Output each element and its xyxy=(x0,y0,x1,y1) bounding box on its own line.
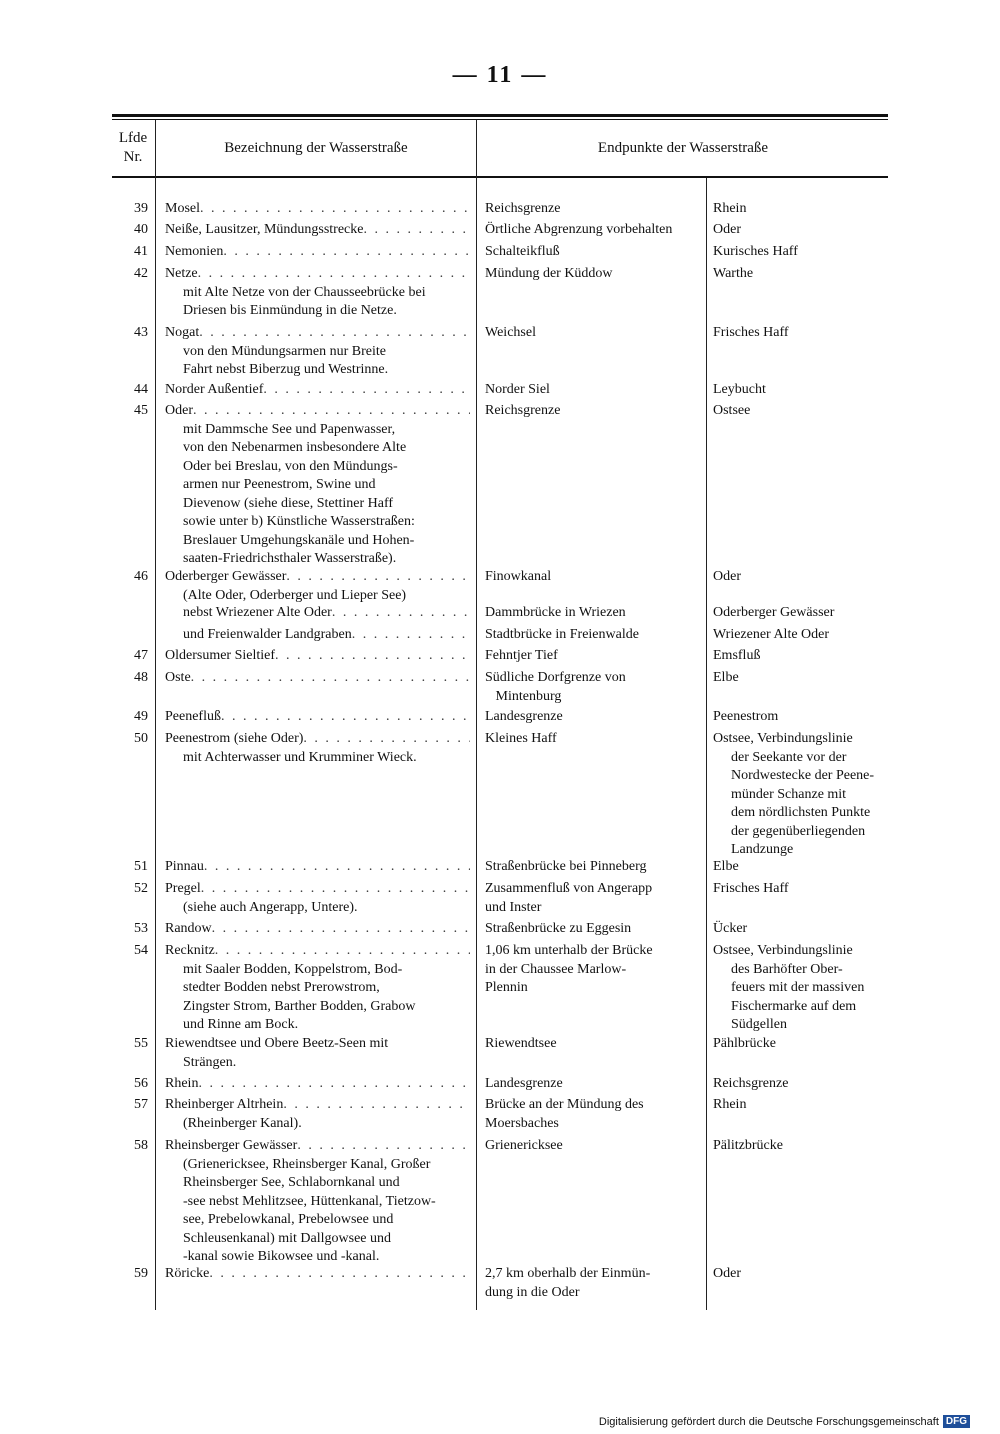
waterway-name xyxy=(165,200,470,219)
end-point xyxy=(713,880,891,899)
leader-dots xyxy=(221,708,470,727)
waterway-name-line: Netze xyxy=(165,266,198,281)
start-point-line: Dammbrücke in Wriezen xyxy=(485,605,626,620)
leader-dots xyxy=(200,200,470,219)
start-point-line: Örtliche Abgrenzung vorbehalten xyxy=(485,222,673,237)
end-point-line: Ostsee, Verbindungslinie xyxy=(713,731,853,746)
waterway-name xyxy=(165,1265,470,1284)
end-point xyxy=(713,1096,891,1115)
row-number: 42 xyxy=(134,266,148,281)
start-point-line: Reichsgrenze xyxy=(485,201,561,216)
waterway-name xyxy=(165,880,470,917)
waterway-name xyxy=(165,604,470,623)
waterway-name-line: Oder xyxy=(165,403,193,418)
row-number: 56 xyxy=(134,1076,148,1091)
end-point xyxy=(713,402,891,421)
leader-dots xyxy=(275,647,470,666)
end-point-line: Pälitzbrücke xyxy=(713,1138,783,1153)
end-point-line: Ostsee xyxy=(713,403,751,418)
waterway-name-line: und Rinne am Bock. xyxy=(183,1017,299,1032)
start-point xyxy=(485,1035,703,1054)
start-point xyxy=(485,200,703,219)
start-point-line: Riewendtsee xyxy=(485,1036,557,1051)
end-point-line: Peenestrom xyxy=(713,709,779,724)
waterway-name xyxy=(165,730,470,767)
dfg-logo: DFG xyxy=(943,1415,970,1428)
end-point-line: feuers mit der massiven xyxy=(731,980,865,995)
end-point-line: Emsfluß xyxy=(713,648,761,663)
start-point-line: und Inster xyxy=(485,899,542,915)
waterway-name xyxy=(165,568,470,605)
end-point-line: Leybucht xyxy=(713,382,766,397)
waterway-name xyxy=(165,1075,470,1094)
end-point xyxy=(713,1137,891,1156)
row-number: 52 xyxy=(134,881,148,896)
end-point xyxy=(713,221,891,240)
end-point-line: Pählbrücke xyxy=(713,1036,776,1051)
waterway-name-line: stedter Bodden nebst Prerowstrom, xyxy=(183,980,380,995)
row-number: 48 xyxy=(134,670,148,685)
waterway-name xyxy=(165,265,470,321)
start-point xyxy=(485,324,703,343)
start-point xyxy=(485,265,703,284)
row-number: 50 xyxy=(134,731,148,746)
row-number: 44 xyxy=(134,382,148,397)
start-point xyxy=(485,626,703,645)
end-point xyxy=(713,730,891,860)
waterway-name-line: Norder Außentief xyxy=(165,382,264,397)
start-point-line: in der Chaussee Marlow- xyxy=(485,961,627,977)
start-point xyxy=(485,1265,703,1302)
page-number: — 11 — xyxy=(452,62,548,88)
waterway-name-line: Rheinsberger Gewässer xyxy=(165,1138,298,1153)
end-point xyxy=(713,647,891,666)
end-point-line: Rhein xyxy=(713,201,747,216)
row-number: 40 xyxy=(134,222,148,237)
start-point xyxy=(485,942,703,998)
waterway-name xyxy=(165,708,470,727)
waterway-name-line: sowie unter b) Künstliche Wasserstraßen: xyxy=(183,514,415,529)
end-point-line: Nordwestecke der Peene- xyxy=(731,768,875,783)
end-point xyxy=(713,265,891,284)
waterway-name xyxy=(165,1096,470,1133)
waterway-name-line: mit Saaler Bodden, Koppelstrom, Bod- xyxy=(183,961,403,977)
end-point xyxy=(713,669,891,688)
column-divider xyxy=(476,120,477,1310)
waterway-name-line: Peenestrom (siehe Oder) xyxy=(165,731,304,746)
waterway-name-line: Riewendtsee und Obere Beetz-Seen mit xyxy=(165,1036,389,1051)
start-point xyxy=(485,730,703,749)
end-point-line: Warthe xyxy=(713,266,754,281)
start-point xyxy=(485,381,703,400)
waterway-name-line: Randow xyxy=(165,921,212,936)
row-number: 53 xyxy=(134,921,148,936)
waterway-name-line: Röricke xyxy=(165,1266,210,1281)
waterway-name-line: mit Alte Netze von der Chausseebrücke bei xyxy=(183,284,426,300)
waterway-name-line: (Alte Oder, Oderberger und Lieper See) xyxy=(183,587,407,603)
start-point-line: Moersbaches xyxy=(485,1115,559,1131)
leader-dots xyxy=(286,568,470,587)
leader-dots xyxy=(283,1096,470,1115)
end-point xyxy=(713,920,891,939)
waterway-name-line: Rhein xyxy=(165,1076,199,1091)
waterway-name-line: Fahrt nebst Biberzug und Westrinne. xyxy=(183,362,389,377)
waterway-name-line: Nogat xyxy=(165,325,200,340)
row-number: 46 xyxy=(134,569,148,584)
header-rule xyxy=(112,176,888,178)
waterway-name xyxy=(165,626,470,645)
row-number: 41 xyxy=(134,244,148,259)
start-point-line: Straßenbrücke zu Eggesin xyxy=(485,921,632,936)
row-number: 49 xyxy=(134,709,148,724)
top-rule xyxy=(112,114,888,117)
start-point xyxy=(485,568,703,587)
leader-dots xyxy=(297,1137,470,1156)
waterway-name-line: Recknitz xyxy=(165,943,215,958)
waterway-name-line: mit Dammsche See und Papenwasser, xyxy=(183,421,396,437)
leader-dots xyxy=(209,1265,470,1284)
start-point xyxy=(485,1096,703,1133)
waterway-name-line: mit Achterwasser und Krumminer Wieck. xyxy=(183,749,417,765)
end-point xyxy=(713,708,891,727)
end-point-line: Landzunge xyxy=(731,842,794,857)
waterway-name xyxy=(165,942,470,1035)
column-divider xyxy=(155,120,156,1310)
end-point-line: Ostsee, Verbindungslinie xyxy=(713,943,853,958)
waterway-name-line: -see nebst Mehlitzsee, Hüttenkanal, Tietzow- xyxy=(183,1193,436,1209)
start-point xyxy=(485,880,703,917)
end-point-line: der gegenüberliegenden xyxy=(731,823,866,839)
waterway-name-line: (Grienericksee, Rheinsberger Kanal, Großer xyxy=(183,1156,431,1172)
waterway-name-line: Schleusenkanal) mit Dallgowsee und xyxy=(183,1230,392,1246)
waterway-name-line: armen nur Peenestrom, Swine und xyxy=(183,477,376,492)
waterway-name xyxy=(165,381,470,400)
leader-dots xyxy=(263,381,470,400)
start-point-line: 1,06 km unterhalb der Brücke xyxy=(485,943,653,958)
start-point xyxy=(485,1075,703,1094)
end-point-line: des Barhöfter Ober- xyxy=(731,961,843,977)
leader-dots xyxy=(212,920,470,939)
footer-text: Digitalisierung gefördert durch die Deutsche Forschungsgemeinschaft xyxy=(598,1415,939,1428)
waterway-name-line: Oder bei Breslau, von den Mündungs- xyxy=(183,458,398,474)
end-point-line: Frisches Haff xyxy=(713,881,789,896)
waterway-name-line: Mosel xyxy=(165,201,200,216)
end-point-line: Kurisches Haff xyxy=(713,244,798,259)
end-point xyxy=(713,568,891,587)
waterway-name xyxy=(165,858,470,877)
row-number: 43 xyxy=(134,325,148,340)
end-point-line: Elbe xyxy=(713,670,739,685)
waterway-name-line: Oderberger Gewässer xyxy=(165,569,287,584)
row-number: 39 xyxy=(134,201,148,216)
start-point xyxy=(485,647,703,666)
waterway-name-line: nebst Wriezener Alte Oder xyxy=(183,605,332,620)
waterway-name-line: Pregel xyxy=(165,881,201,896)
header-name: Bezeichnung der Wasserstraße xyxy=(224,139,408,156)
start-point-line: Zusammenfluß von Angerapp xyxy=(485,881,653,896)
end-point-line: Ücker xyxy=(713,921,748,936)
end-point-line: münder Schanze mit xyxy=(731,786,847,802)
start-point-line: Landesgrenze xyxy=(485,1076,563,1091)
start-point xyxy=(485,221,703,240)
waterway-name-line: Driesen bis Einmündung in die Netze. xyxy=(183,303,397,318)
waterway-name xyxy=(165,920,470,939)
start-point-line: Norder Siel xyxy=(485,382,550,397)
waterway-name-line: (Rheinberger Kanal). xyxy=(183,1115,302,1131)
start-point-line: Südliche Dorfgrenze von xyxy=(485,670,626,685)
row-number: 59 xyxy=(134,1266,148,1281)
leader-dots xyxy=(332,604,470,623)
end-point-line: Wriezener Alte Oder xyxy=(713,627,830,642)
end-point xyxy=(713,604,891,623)
start-point xyxy=(485,243,703,262)
footer xyxy=(599,1415,970,1428)
waterway-name-line: Peenefluß xyxy=(165,709,221,724)
row-number: 47 xyxy=(134,648,148,663)
waterway-name xyxy=(165,402,470,569)
start-point-line: 2,7 km oberhalb der Einmün- xyxy=(485,1266,651,1281)
start-point-line: Schalteikfluß xyxy=(485,244,560,259)
start-point xyxy=(485,708,703,727)
start-point xyxy=(485,402,703,421)
waterway-name-line: Rheinberger Altrhein xyxy=(165,1097,284,1112)
waterway-name xyxy=(165,1035,470,1072)
end-point xyxy=(713,1075,891,1094)
leader-dots xyxy=(204,858,470,877)
waterway-name-line: Strängen. xyxy=(183,1054,237,1070)
leader-dots xyxy=(303,730,470,749)
start-point-line: Plennin xyxy=(485,980,528,995)
start-point xyxy=(485,1137,703,1156)
end-point xyxy=(713,324,891,343)
start-point-line: Fehntjer Tief xyxy=(485,648,558,663)
start-point-line: Stadtbrücke in Freienwalde xyxy=(485,627,639,642)
leader-dots xyxy=(223,243,470,262)
end-point xyxy=(713,858,891,877)
leader-dots xyxy=(191,669,470,688)
waterway-name-line: Oldersumer Sieltief xyxy=(165,648,276,663)
waterway-name-line: Oste xyxy=(165,670,191,685)
row-number: 54 xyxy=(134,943,148,958)
start-point-line: Mintenburg xyxy=(485,688,562,704)
waterway-name-line: Zingster Strom, Barther Bodden, Grabow xyxy=(183,998,416,1014)
header-number: Lfde Nr. xyxy=(118,130,148,165)
end-point xyxy=(713,626,891,645)
start-point-line: Brücke an der Mündung des xyxy=(485,1097,644,1112)
waterway-name-line: (siehe auch Angerapp, Untere). xyxy=(183,899,358,915)
waterway-name-line: Nemonien xyxy=(165,244,224,259)
start-point-line: Landesgrenze xyxy=(485,709,563,724)
waterway-name xyxy=(165,647,470,666)
end-point-line: Oder xyxy=(713,1266,741,1281)
end-point xyxy=(713,381,891,400)
start-point-line: Mündung der Küddow xyxy=(485,266,613,281)
waterway-name-line: -kanal sowie Bikowsee und -kanal. xyxy=(183,1249,380,1264)
leader-dots xyxy=(215,942,470,961)
start-point-line: Reichsgrenze xyxy=(485,403,561,418)
start-point-line: Grienericksee xyxy=(485,1138,563,1153)
waterway-name-line: Pinnau xyxy=(165,859,204,874)
end-point-line: Oderberger Gewässer xyxy=(713,605,835,620)
waterway-name-line: von den Nebenarmen insbesondere Alte xyxy=(183,440,407,455)
start-point xyxy=(485,604,703,623)
start-point xyxy=(485,669,703,706)
leader-dots xyxy=(201,880,470,899)
start-point-line: Weichsel xyxy=(485,325,536,340)
waterway-name-line: Breslauer Umgehungskanäle und Hohen- xyxy=(183,532,415,548)
end-point-line: Oder xyxy=(713,222,741,237)
end-point-line: Südgellen xyxy=(731,1017,787,1032)
column-divider xyxy=(706,178,707,1310)
end-point-line: Fischermarke auf dem xyxy=(731,998,857,1014)
waterway-name-line: saaten-Friedrichsthaler Wasserstraße). xyxy=(183,551,397,566)
end-point-line: dem nördlichsten Punkte xyxy=(731,805,871,820)
waterway-name-line: Dievenow (siehe diese, Stettiner Haff xyxy=(183,495,394,511)
waterway-name xyxy=(165,243,470,262)
row-number: 51 xyxy=(134,859,148,874)
waterway-name xyxy=(165,1137,470,1267)
leader-dots xyxy=(193,402,470,421)
end-point-line: der Seekante vor der xyxy=(731,749,847,765)
end-point xyxy=(713,1035,891,1054)
header-endpoints: Endpunkte der Wasserstraße xyxy=(597,139,769,156)
end-point-line: Reichsgrenze xyxy=(713,1076,789,1091)
waterway-name xyxy=(165,221,470,240)
waterway-name-line: und Freienwalder Landgraben xyxy=(183,627,352,642)
end-point-line: Oder xyxy=(713,569,741,584)
end-point xyxy=(713,200,891,219)
end-point xyxy=(713,243,891,262)
leader-dots xyxy=(198,1075,470,1094)
end-point-line: Elbe xyxy=(713,859,739,874)
row-number: 55 xyxy=(134,1036,148,1051)
waterway-name-line: see, Prebelowkanal, Prebelowsee und xyxy=(183,1212,394,1227)
start-point-line: Finowkanal xyxy=(485,569,552,584)
row-number: 58 xyxy=(134,1138,148,1153)
waterway-name-line: Neiße, Lausitzer, Mündungsstrecke xyxy=(165,222,364,237)
start-point xyxy=(485,920,703,939)
leader-dots xyxy=(352,626,470,645)
end-point-line: Rhein xyxy=(713,1097,747,1112)
start-point-line: dung in die Oder xyxy=(485,1284,580,1300)
leader-dots xyxy=(364,221,471,240)
start-point-line: Kleines Haff xyxy=(485,731,557,746)
waterway-name-line: Rheinsberger See, Schlabornkanal und xyxy=(183,1175,400,1190)
leader-dots xyxy=(198,265,470,284)
end-point-line: Frisches Haff xyxy=(713,325,789,340)
end-point xyxy=(713,1265,891,1284)
row-number: 57 xyxy=(134,1097,148,1112)
start-point xyxy=(485,858,703,877)
waterway-name xyxy=(165,669,470,688)
waterway-name-line: von den Mündungsarmen nur Breite xyxy=(183,343,386,359)
row-number: 45 xyxy=(134,403,148,418)
start-point-line: Straßenbrücke bei Pinneberg xyxy=(485,859,647,874)
leader-dots xyxy=(199,324,470,343)
end-point xyxy=(713,942,891,1035)
waterway-name xyxy=(165,324,470,380)
